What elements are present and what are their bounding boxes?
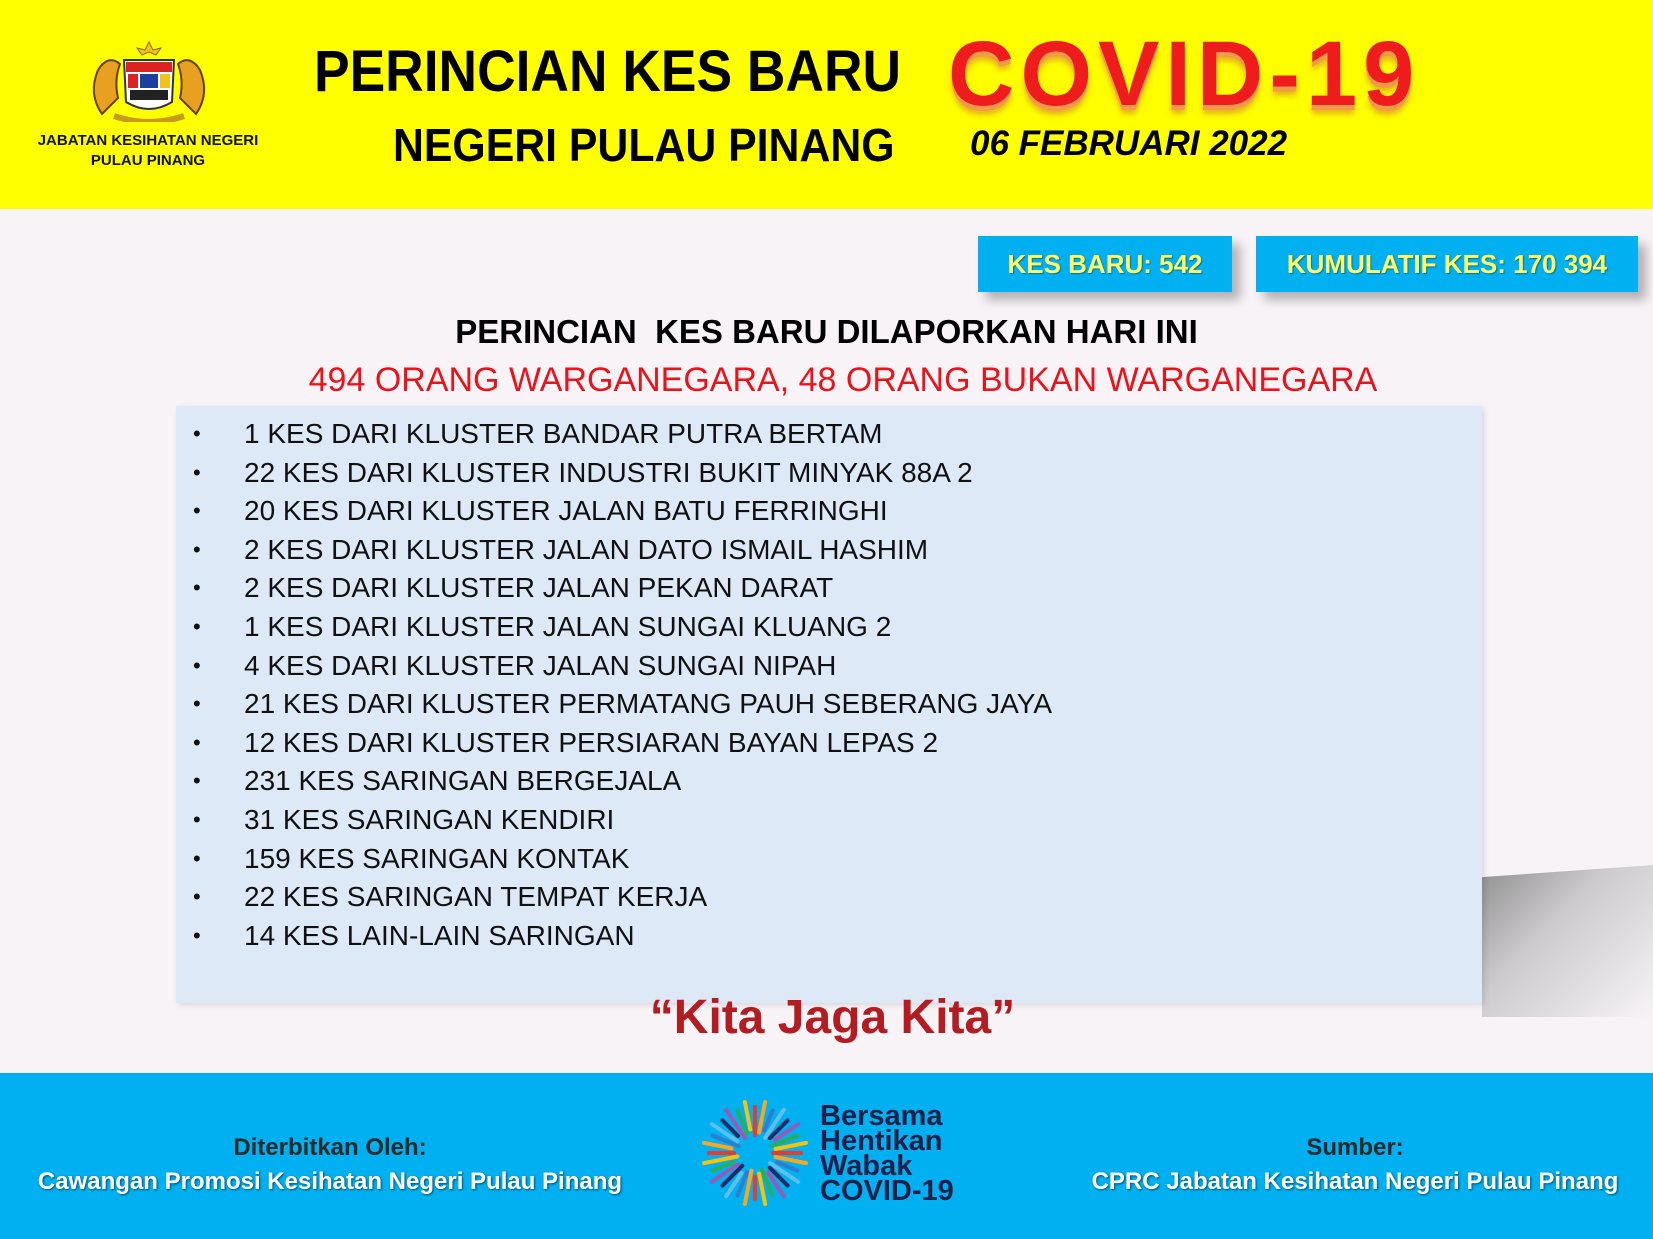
campaign-line: Bersama [820, 1100, 943, 1132]
list-item-text: 31 KES SARINGAN KENDIRI [244, 803, 615, 835]
new-cases-badge: KES BARU: 542 [978, 236, 1232, 292]
bullet-icon: • [193, 459, 201, 485]
bullet-icon: • [193, 691, 201, 717]
state-title: NEGERI PULAU PINANG [393, 119, 895, 171]
campaign-line: COVID-19 [820, 1175, 954, 1207]
bullet-icon: • [193, 421, 201, 446]
list-item-text: 159 KES SARINGAN KONTAK [244, 842, 630, 874]
campaign-burst-logo [700, 1098, 810, 1208]
list-item-text: 12 KES DARI KLUSTER PERSIARAN BAYAN LEPAS 2 [244, 726, 939, 758]
list-item-text: 231 KES SARINGAN BERGEJALA [244, 765, 682, 797]
list-item-text: 20 KES DARI KLUSTER JALAN BATU FERRINGHI [244, 495, 888, 527]
list-item-text: 21 KES DARI KLUSTER PERMATANG PAUH SEBERANG JAYA [244, 688, 1053, 720]
slogan: “Kita Jaga Kita” [649, 991, 1016, 1044]
bullet-icon: • [193, 652, 201, 678]
bullet-icon: • [193, 498, 201, 524]
covid-title: COVID-19 [948, 23, 1421, 125]
cumulative-cases-badge: KUMULATIF KES: 170 394 [1256, 236, 1638, 292]
list-item-text: 2 KES DARI KLUSTER JALAN PEKAN DARAT [244, 572, 834, 604]
bullet-icon: • [193, 729, 201, 755]
report-date: 06 FEBRUARI 2022 [970, 124, 1288, 163]
list-item-text: 1 KES DARI KLUSTER BANDAR PUTRA BERTAM [244, 418, 883, 449]
bullet-icon: • [193, 806, 201, 832]
published-by-label: Diterbitkan Oleh: [233, 1134, 427, 1161]
bullet-icon: • [193, 768, 201, 794]
list-item-text: 2 KES DARI KLUSTER JALAN DATO ISMAIL HASHIM [244, 533, 929, 565]
bullet-icon: • [193, 922, 201, 948]
bullet-icon: • [193, 884, 201, 910]
case-breakdown-panel [176, 406, 1482, 1003]
published-by-value: Cawangan Promosi Kesihatan Negeri Pulau Pinang [37, 1168, 623, 1195]
bullet-icon: • [193, 536, 201, 562]
campaign-logo-text [820, 1100, 954, 1207]
list-item-text: 22 KES SARINGAN TEMPAT KERJA [244, 881, 708, 913]
header-banner [0, 0, 1653, 209]
bullet-icon: • [193, 613, 201, 639]
campaign-line: Wabak [820, 1150, 913, 1182]
list-item-text: 1 KES DARI KLUSTER JALAN SUNGAI KLUANG 2 [244, 610, 892, 642]
list-item-text: 4 KES DARI KLUSTER JALAN SUNGAI NIPAH [244, 649, 837, 681]
department-name: JABATAN KESIHATAN NEGERI PULAU PINANG [37, 132, 259, 169]
section-heading: PERINCIAN KES BARU DILAPORKAN HARI INI [455, 313, 1198, 350]
bullet-icon: • [193, 845, 201, 871]
source-label: Sumber: [1306, 1134, 1404, 1161]
page-title: PERINCIAN KES BARU [314, 39, 902, 104]
source-value: CPRC Jabatan Kesihatan Negeri Pulau Pinang [1091, 1168, 1619, 1195]
bullet-icon: • [193, 575, 201, 601]
section-subheading: 494 ORANG WARGANEGARA, 48 ORANG BUKAN WARGANEGARA [308, 361, 1378, 399]
coat-of-arms-logo [84, 36, 214, 122]
list-item-text: 14 KES LAIN-LAIN SARINGAN [244, 919, 635, 951]
list-item-text: 22 KES DARI KLUSTER INDUSTRI BUKIT MINYAK 88A 2 [244, 456, 973, 488]
campaign-line: Hentikan [820, 1125, 943, 1157]
